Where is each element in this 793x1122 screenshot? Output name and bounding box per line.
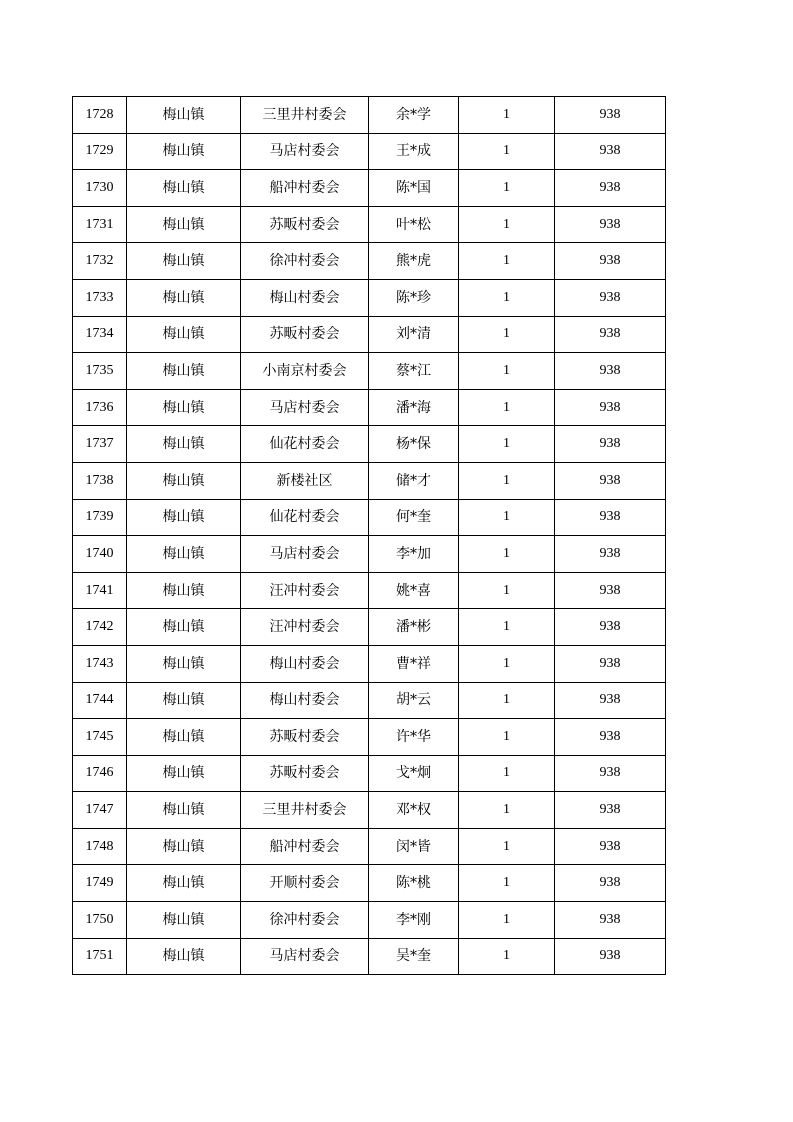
- cell-town: 梅山镇: [127, 353, 241, 390]
- table-row: [73, 828, 666, 865]
- cell-amount: 938: [555, 316, 666, 353]
- cell-town: 梅山镇: [127, 865, 241, 902]
- cell-serial-number: 1741: [73, 572, 127, 609]
- cell-count: 1: [459, 353, 555, 390]
- cell-count: 1: [459, 170, 555, 207]
- cell-count: 1: [459, 865, 555, 902]
- cell-person-name: 熊*虎: [369, 243, 459, 280]
- cell-town: 梅山镇: [127, 170, 241, 207]
- cell-person-name: 吴*奎: [369, 938, 459, 975]
- cell-amount: 938: [555, 462, 666, 499]
- cell-amount: 938: [555, 645, 666, 682]
- table-row: [73, 645, 666, 682]
- cell-person-name: 曹*祥: [369, 645, 459, 682]
- cell-village-committee: 苏畈村委会: [241, 316, 369, 353]
- cell-serial-number: 1734: [73, 316, 127, 353]
- cell-person-name: 李*加: [369, 536, 459, 573]
- cell-amount: 938: [555, 572, 666, 609]
- cell-village-committee: 汪冲村委会: [241, 572, 369, 609]
- cell-town: 梅山镇: [127, 828, 241, 865]
- cell-count: 1: [459, 206, 555, 243]
- cell-count: 1: [459, 682, 555, 719]
- cell-count: 1: [459, 792, 555, 829]
- cell-amount: 938: [555, 243, 666, 280]
- cell-amount: 938: [555, 682, 666, 719]
- table-row: [73, 462, 666, 499]
- cell-town: 梅山镇: [127, 609, 241, 646]
- cell-serial-number: 1730: [73, 170, 127, 207]
- cell-serial-number: 1732: [73, 243, 127, 280]
- cell-count: 1: [459, 645, 555, 682]
- table-row: [73, 279, 666, 316]
- cell-person-name: 许*华: [369, 719, 459, 756]
- cell-village-committee: 船冲村委会: [241, 828, 369, 865]
- cell-count: 1: [459, 828, 555, 865]
- cell-village-committee: 苏畈村委会: [241, 755, 369, 792]
- cell-serial-number: 1728: [73, 97, 127, 134]
- cell-serial-number: 1745: [73, 719, 127, 756]
- cell-amount: 938: [555, 755, 666, 792]
- table-row: [73, 902, 666, 939]
- cell-town: 梅山镇: [127, 243, 241, 280]
- table-row: [73, 792, 666, 829]
- cell-person-name: 陈*桃: [369, 865, 459, 902]
- cell-serial-number: 1749: [73, 865, 127, 902]
- table-row: [73, 609, 666, 646]
- cell-serial-number: 1739: [73, 499, 127, 536]
- cell-amount: 938: [555, 828, 666, 865]
- cell-serial-number: 1751: [73, 938, 127, 975]
- cell-amount: 938: [555, 133, 666, 170]
- cell-town: 梅山镇: [127, 645, 241, 682]
- cell-town: 梅山镇: [127, 938, 241, 975]
- table-row: [73, 243, 666, 280]
- cell-town: 梅山镇: [127, 426, 241, 463]
- cell-person-name: 蔡*江: [369, 353, 459, 390]
- cell-amount: 938: [555, 170, 666, 207]
- table-row: [73, 499, 666, 536]
- table-row: [73, 353, 666, 390]
- cell-village-committee: 梅山村委会: [241, 279, 369, 316]
- cell-amount: 938: [555, 609, 666, 646]
- cell-count: 1: [459, 279, 555, 316]
- cell-person-name: 潘*彬: [369, 609, 459, 646]
- cell-count: 1: [459, 938, 555, 975]
- cell-person-name: 姚*喜: [369, 572, 459, 609]
- cell-town: 梅山镇: [127, 389, 241, 426]
- cell-town: 梅山镇: [127, 462, 241, 499]
- table-body: [73, 97, 666, 975]
- cell-amount: 938: [555, 719, 666, 756]
- cell-count: 1: [459, 755, 555, 792]
- cell-count: 1: [459, 426, 555, 463]
- cell-town: 梅山镇: [127, 316, 241, 353]
- cell-town: 梅山镇: [127, 682, 241, 719]
- cell-person-name: 胡*云: [369, 682, 459, 719]
- cell-village-committee: 仙花村委会: [241, 426, 369, 463]
- cell-count: 1: [459, 609, 555, 646]
- cell-serial-number: 1742: [73, 609, 127, 646]
- cell-count: 1: [459, 316, 555, 353]
- cell-person-name: 戈*炯: [369, 755, 459, 792]
- cell-village-committee: 苏畈村委会: [241, 719, 369, 756]
- cell-village-committee: 马店村委会: [241, 938, 369, 975]
- cell-village-committee: 马店村委会: [241, 536, 369, 573]
- cell-serial-number: 1743: [73, 645, 127, 682]
- cell-count: 1: [459, 536, 555, 573]
- cell-person-name: 陈*珍: [369, 279, 459, 316]
- cell-amount: 938: [555, 938, 666, 975]
- table-row: [73, 719, 666, 756]
- cell-town: 梅山镇: [127, 536, 241, 573]
- cell-village-committee: 三里井村委会: [241, 792, 369, 829]
- cell-village-committee: 开顺村委会: [241, 865, 369, 902]
- cell-village-committee: 新楼社区: [241, 462, 369, 499]
- cell-village-committee: 梅山村委会: [241, 645, 369, 682]
- cell-village-committee: 三里井村委会: [241, 97, 369, 134]
- cell-amount: 938: [555, 206, 666, 243]
- cell-town: 梅山镇: [127, 572, 241, 609]
- table-row: [73, 316, 666, 353]
- cell-town: 梅山镇: [127, 719, 241, 756]
- cell-person-name: 何*奎: [369, 499, 459, 536]
- cell-person-name: 王*成: [369, 133, 459, 170]
- table-row: [73, 389, 666, 426]
- cell-count: 1: [459, 97, 555, 134]
- cell-amount: 938: [555, 353, 666, 390]
- cell-count: 1: [459, 902, 555, 939]
- cell-town: 梅山镇: [127, 279, 241, 316]
- cell-serial-number: 1738: [73, 462, 127, 499]
- cell-count: 1: [459, 462, 555, 499]
- cell-village-committee: 徐冲村委会: [241, 243, 369, 280]
- data-table: [72, 96, 666, 975]
- cell-serial-number: 1729: [73, 133, 127, 170]
- cell-count: 1: [459, 389, 555, 426]
- cell-amount: 938: [555, 389, 666, 426]
- cell-count: 1: [459, 243, 555, 280]
- table-row: [73, 426, 666, 463]
- cell-town: 梅山镇: [127, 133, 241, 170]
- table-row: [73, 938, 666, 975]
- cell-amount: 938: [555, 499, 666, 536]
- cell-village-committee: 汪冲村委会: [241, 609, 369, 646]
- cell-count: 1: [459, 133, 555, 170]
- cell-person-name: 余*学: [369, 97, 459, 134]
- cell-village-committee: 仙花村委会: [241, 499, 369, 536]
- cell-town: 梅山镇: [127, 206, 241, 243]
- table-row: [73, 97, 666, 134]
- table-row: [73, 865, 666, 902]
- cell-person-name: 储*才: [369, 462, 459, 499]
- cell-person-name: 邓*权: [369, 792, 459, 829]
- cell-serial-number: 1736: [73, 389, 127, 426]
- cell-person-name: 潘*海: [369, 389, 459, 426]
- cell-village-committee: 马店村委会: [241, 389, 369, 426]
- cell-serial-number: 1744: [73, 682, 127, 719]
- cell-town: 梅山镇: [127, 902, 241, 939]
- cell-amount: 938: [555, 902, 666, 939]
- cell-village-committee: 船冲村委会: [241, 170, 369, 207]
- cell-person-name: 叶*松: [369, 206, 459, 243]
- cell-person-name: 杨*保: [369, 426, 459, 463]
- cell-town: 梅山镇: [127, 755, 241, 792]
- cell-serial-number: 1746: [73, 755, 127, 792]
- cell-person-name: 李*刚: [369, 902, 459, 939]
- cell-village-committee: 小南京村委会: [241, 353, 369, 390]
- cell-town: 梅山镇: [127, 792, 241, 829]
- cell-amount: 938: [555, 279, 666, 316]
- cell-amount: 938: [555, 792, 666, 829]
- table-row: [73, 682, 666, 719]
- cell-serial-number: 1748: [73, 828, 127, 865]
- cell-person-name: 刘*清: [369, 316, 459, 353]
- table-row: [73, 133, 666, 170]
- cell-town: 梅山镇: [127, 97, 241, 134]
- cell-person-name: 闵*皆: [369, 828, 459, 865]
- table-row: [73, 755, 666, 792]
- cell-count: 1: [459, 499, 555, 536]
- table-row: [73, 206, 666, 243]
- cell-serial-number: 1731: [73, 206, 127, 243]
- table-row: [73, 536, 666, 573]
- cell-amount: 938: [555, 865, 666, 902]
- cell-town: 梅山镇: [127, 499, 241, 536]
- cell-serial-number: 1740: [73, 536, 127, 573]
- table-row: [73, 170, 666, 207]
- cell-amount: 938: [555, 426, 666, 463]
- cell-village-committee: 苏畈村委会: [241, 206, 369, 243]
- cell-count: 1: [459, 719, 555, 756]
- cell-amount: 938: [555, 97, 666, 134]
- cell-serial-number: 1747: [73, 792, 127, 829]
- table-row: [73, 572, 666, 609]
- cell-person-name: 陈*国: [369, 170, 459, 207]
- cell-serial-number: 1735: [73, 353, 127, 390]
- cell-serial-number: 1733: [73, 279, 127, 316]
- cell-village-committee: 梅山村委会: [241, 682, 369, 719]
- cell-village-committee: 徐冲村委会: [241, 902, 369, 939]
- cell-serial-number: 1750: [73, 902, 127, 939]
- cell-count: 1: [459, 572, 555, 609]
- cell-amount: 938: [555, 536, 666, 573]
- cell-village-committee: 马店村委会: [241, 133, 369, 170]
- cell-serial-number: 1737: [73, 426, 127, 463]
